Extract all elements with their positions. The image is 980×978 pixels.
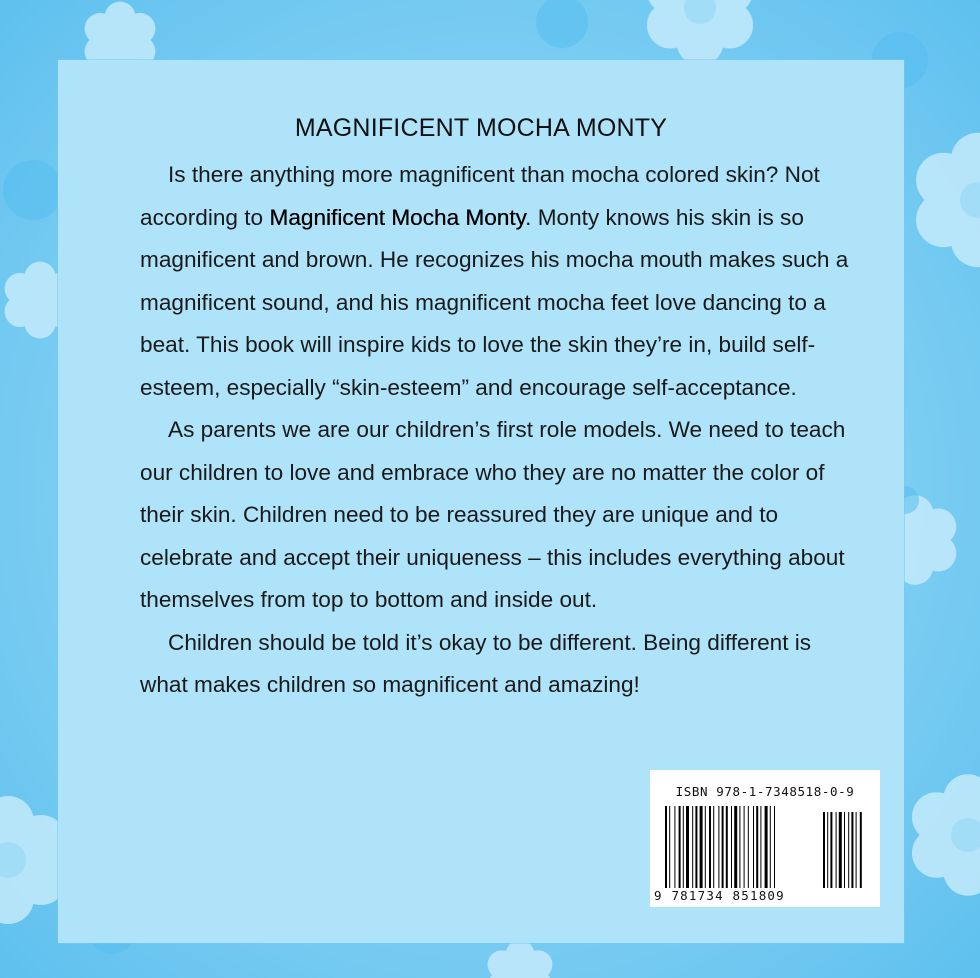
- book-title: MAGNIFICENT MOCHA MONTY: [294, 114, 668, 142]
- book-title-emphasis: Magnificent Mocha Monty: [269, 204, 526, 230]
- description-paragraph-1: [140, 154, 856, 409]
- ean-number: [650, 888, 880, 903]
- ean-number-text: 9 781734 851809: [654, 888, 785, 903]
- isbn-barcode-box: [650, 770, 880, 907]
- background-dot: [536, 0, 588, 48]
- paragraph-1-rest: . Monty knows his skin is so magnificent and brown. He recognizes his mocha mouth makes such a magnificent sound, and his magnificent mocha feet love dancing to a beat. This book will inspire kids to love the skin they’re in, build self-esteem, especially “skin-esteem” and encourage self-acceptance.: [140, 204, 849, 400]
- description-paragraph-2: As parents we are our children’s first role models. We need to teach our children to love and embrace who they are no matter the color of their skin. Children need to be reassured they are unique and to celebrate and accept their uniqueness – this includes everything about themselves from top to bottom and inside out.: [140, 417, 846, 612]
- barcode-icon: [665, 806, 865, 894]
- description-paragraph-3: Children should be told it’s okay to be different. Being different is what makes children so magnificent and amazing!: [140, 629, 812, 697]
- background-dot: [3, 160, 63, 220]
- paragraph-1-intro: Is there anything more magnificent than mocha colored skin? Not according to: [140, 162, 820, 230]
- flower-shape: [488, 940, 553, 978]
- isbn-label: ISBN 978-1-7348518-0-9: [675, 784, 855, 799]
- book-description: [140, 154, 856, 707]
- description-panel: [58, 60, 904, 943]
